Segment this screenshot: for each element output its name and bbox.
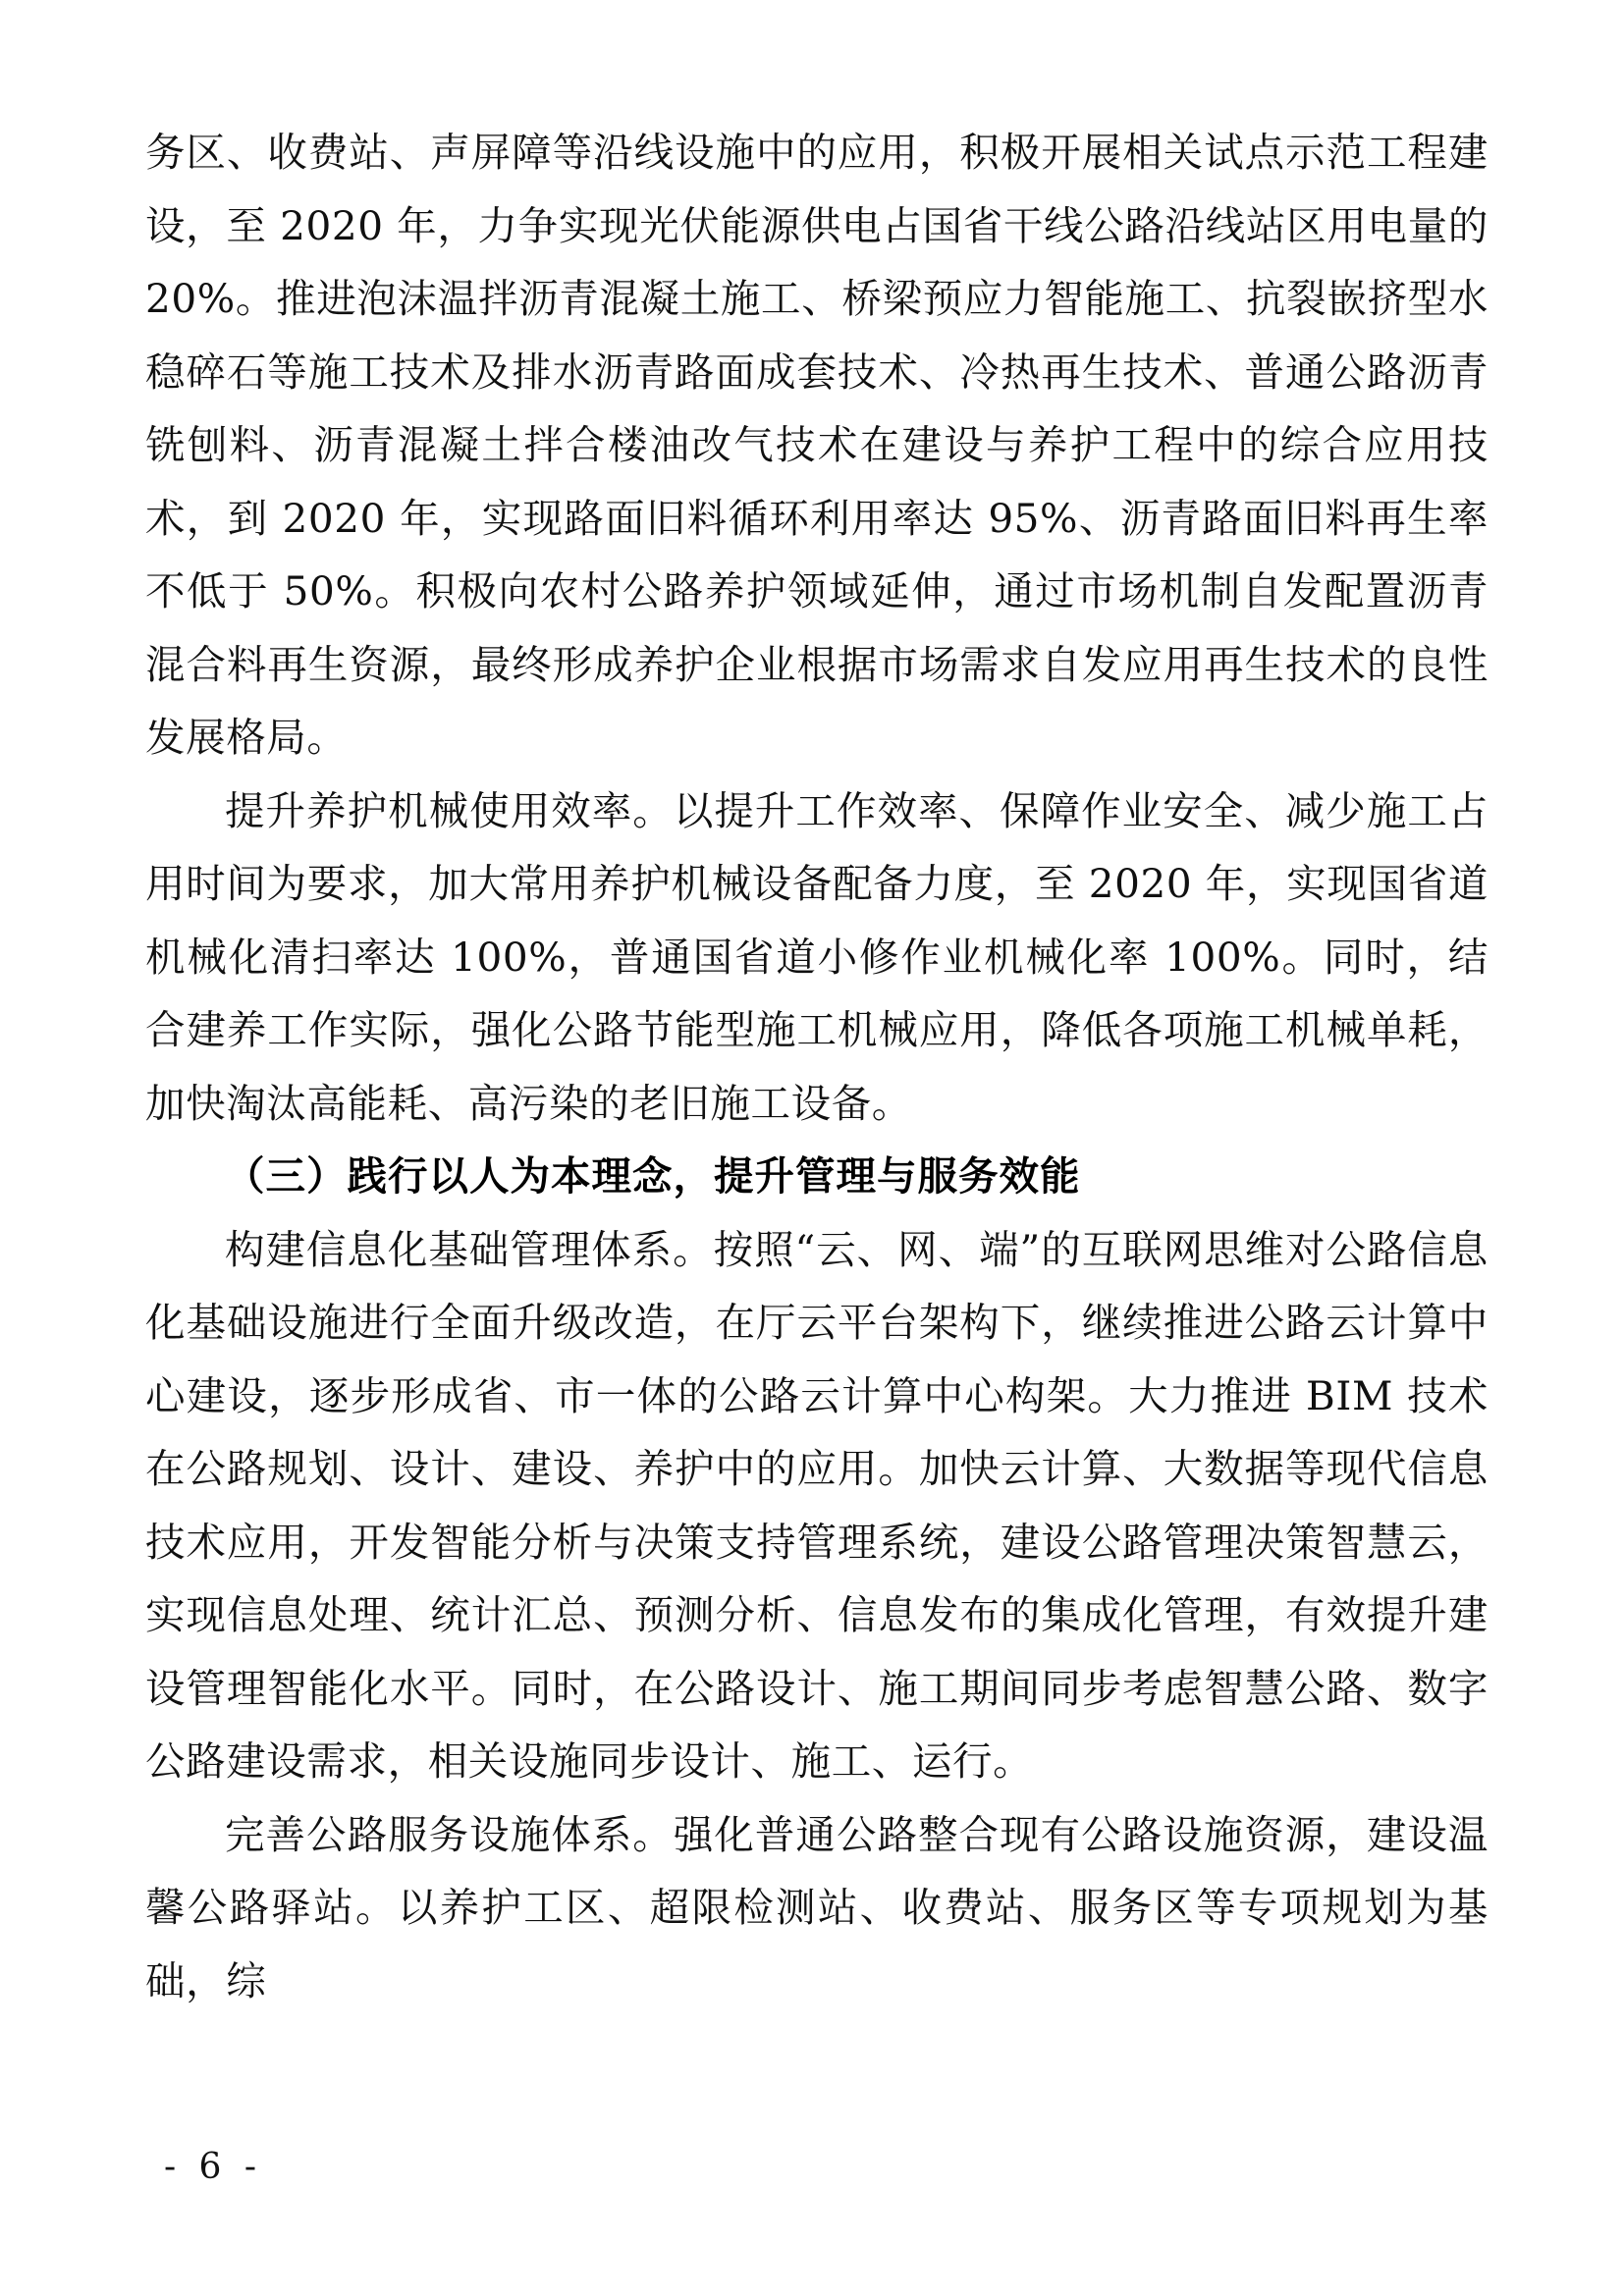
page-number: - 6 - [163, 2147, 263, 2187]
paragraph-energy-saving-technology: 务区、收费站、声屏障等沿线设施中的应用，积极开展相关试点示范工程建设，至 2020 年，力争实现光伏能源供电占国省干线公路沿线站区用电量的 20%。推进泡沫温拌沥青混凝土施工、桥梁预应力智能施工、抗裂嵌挤型水稳碎石等施工技术及排水沥青路面成套技术、冷热再生技术、普通公路沥青铣刨料、沥青混凝土拌合楼油改气技术在建设与养护工程中的综合应用技术，到 2020 年，实现路面旧料循环利用率达 95%、沥青路面旧料再生率不低于 50%。积极向农村公路养护领域延伸，通过市场机制自发配置沥青混合料再生资源，最终形成养护企业根据市场需求自发应用再生技术的良性发展格局。 [145, 129, 1489, 761]
page-footer [0, 2146, 1624, 2189]
paragraph-highway-service-facilities: 完善公路服务设施体系。强化普通公路整合现有公路设施资源，建设温馨公路驿站。以养护工区、超限检测站、收费站、服务区等专项规划为基础，综 [145, 1810, 1489, 2004]
page-body [145, 116, 1489, 2017]
section-heading-three: （三）践行以人为本理念，提升管理与服务效能 [225, 1152, 1081, 1200]
paragraph-informatization-management-system: 构建信息化基础管理体系。按照“云、网、端”的互联网思维对公路信息化基础设施进行全面升级改造，在厅云平台架构下，继续推进公路云计算中心建设，逐步形成省、市一体的公路云计算中心构架。大力推进 BIM 技术在公路规划、设计、建设、养护中的应用。加快云计算、大数据等现代信息技术应用，开发智能分析与决策支持管理系统，建设公路管理决策智慧云，实现信息处理、统计汇总、预测分析、信息发布的集成化管理，有效提升建设管理智能化水平。同时，在公路设计、施工期间同步考虑智慧公路、数字公路建设需求，相关设施同步设计、施工、运行。 [145, 1225, 1489, 1785]
paragraph-maintenance-machinery-efficiency: 提升养护机械使用效率。以提升工作效率、保障作业安全、减少施工占用时间为要求，加大常用养护机械设备配备力度，至 2020 年，实现国省道机械化清扫率达 100%，普通国省道小修作业机械化率 100%。同时，结合建养工作实际，强化公路节能型施工机械应用，降低各项施工机械单耗，加快淘汰高能耗、高污染的老旧施工设备。 [145, 786, 1489, 1127]
